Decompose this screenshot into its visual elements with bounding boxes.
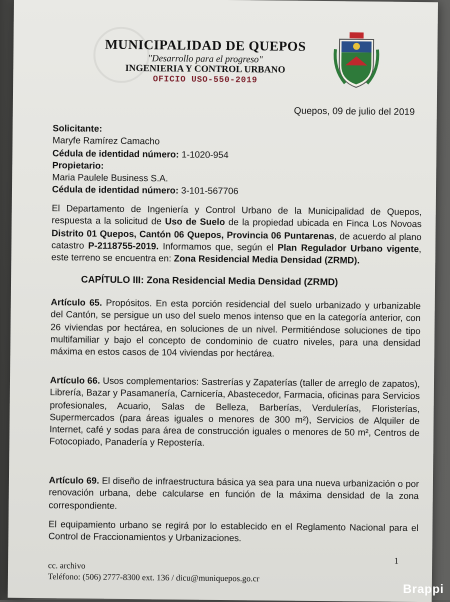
intro-text: Informamos que, según el [158,241,278,253]
cedula-label: Cédula de identidad número: [52,147,180,160]
page-number: 1 [394,555,399,566]
intro-bold: P-2118755-2019. [88,240,159,252]
department: INGENIERIA Y CONTROL URBANO [125,63,286,76]
letter-date: Quepos, 09 de julio del 2019 [293,105,415,118]
propietario-label: Propietario: [52,160,104,171]
article-label: Artículo 65. [50,297,103,308]
intro-bold: Zona Residencial Media Densidad (ZRMD). [173,253,360,266]
article-label: Artículo 66. [49,375,101,386]
footer-contact: Teléfono: (506) 2777-8300 ext. 136 / dicu@muniquepos.go.cr [47,571,260,584]
intro-text: , este terreno se encuentra en: [51,243,422,264]
motto: "Desarrollo para el progreso" [147,54,263,66]
cedula-value: 1-1020-954 [181,149,229,160]
footer-cc: cc. archivo [48,560,86,571]
office-reference: OFICIO USO-550-2019 [152,74,258,86]
article-66 [49,374,420,452]
intro-text: El Departamento de Ingeniería y Control Urbano de la Municipalidad de Quepos, respuesta a la solicitud de [51,203,422,227]
solicitante-label: Solicitante: [52,123,103,134]
parties-block [52,122,423,200]
chapter-heading: CAPÍTULO III: Zona Residencial Media Densidad (ZRMD) [81,274,339,289]
cedula-value: 3-101-567706 [181,186,239,197]
document-page [8,0,438,602]
watermark: Brappi [402,582,444,596]
cedula-label: Cédula de identidad número: [51,184,179,196]
intro-bold: Plan Regulador Urbano vigente [277,242,419,254]
article-69 [49,474,419,515]
intro-paragraph [51,202,422,267]
intro-text: , de acuerdo al plano catastro [51,230,422,251]
intro-text: de la propiedad ubicada en Finca Los Novoas [224,217,422,230]
article-label: Artículo 69. [48,475,100,486]
coat-of-arms-icon [331,29,382,92]
article-65 [50,296,421,361]
article-text: El diseño de infraestructura básica ya sea para una nueva urbanización o por renovación urbana, debe calcularse en función de la máxima densidad de la zona correspondiente. [48,475,419,511]
propietario-name: Maria Paulele Business S.A. [52,172,169,184]
article-text: Usos complementarios: Sastrerías y Zapaterías (taller de arreglo de zapatos), Librería, Bazar y Pasamanería, Carnicería, Abastecedor, Farmacia, oficinas para Servicios profesionales, Acuario, Salas de Belleza, Barberías, Verdulerías, Floristerías, Supermercados (para áreas iguales o menores de 300 m²), Servicios de Alquiler de Internet, café y sodas para área de construcción iguales o menores de 50 m², Centros de Fotocopiado, Panadería y Repostería. [49,375,421,449]
solicitante-name: Maryfe Ramírez Camacho [52,135,160,147]
article-text: Propósitos. En esta porción residencial del suelo urbanizado y urbanizable del Cantón, se persigue un uso del suelo menos intenso que en la categoría anterior, con 26 viviendas por hectárea, en soluciones de un nivel. Permitiéndose soluciones de tipo multifamiliar y bajo el concepto de condominio de cuatro niveles, para una densidad máxima en estos casos de 104 viviendas por hectárea. [50,297,421,359]
intro-bold: Uso de Suelo [164,216,226,228]
intro-bold: Distrito 01 Quepos, Cantón 06 Quepos, Provincia 06 Puntarenas [51,227,335,241]
org-title: MUNICIPALIDAD DE QUEPOS [104,36,307,54]
closing-paragraph: El equipamiento urbano se regirá por lo establecido en el Reglamento Nacional para el Control de Fraccionamientos y Urbanizaciones. [48,519,419,544]
